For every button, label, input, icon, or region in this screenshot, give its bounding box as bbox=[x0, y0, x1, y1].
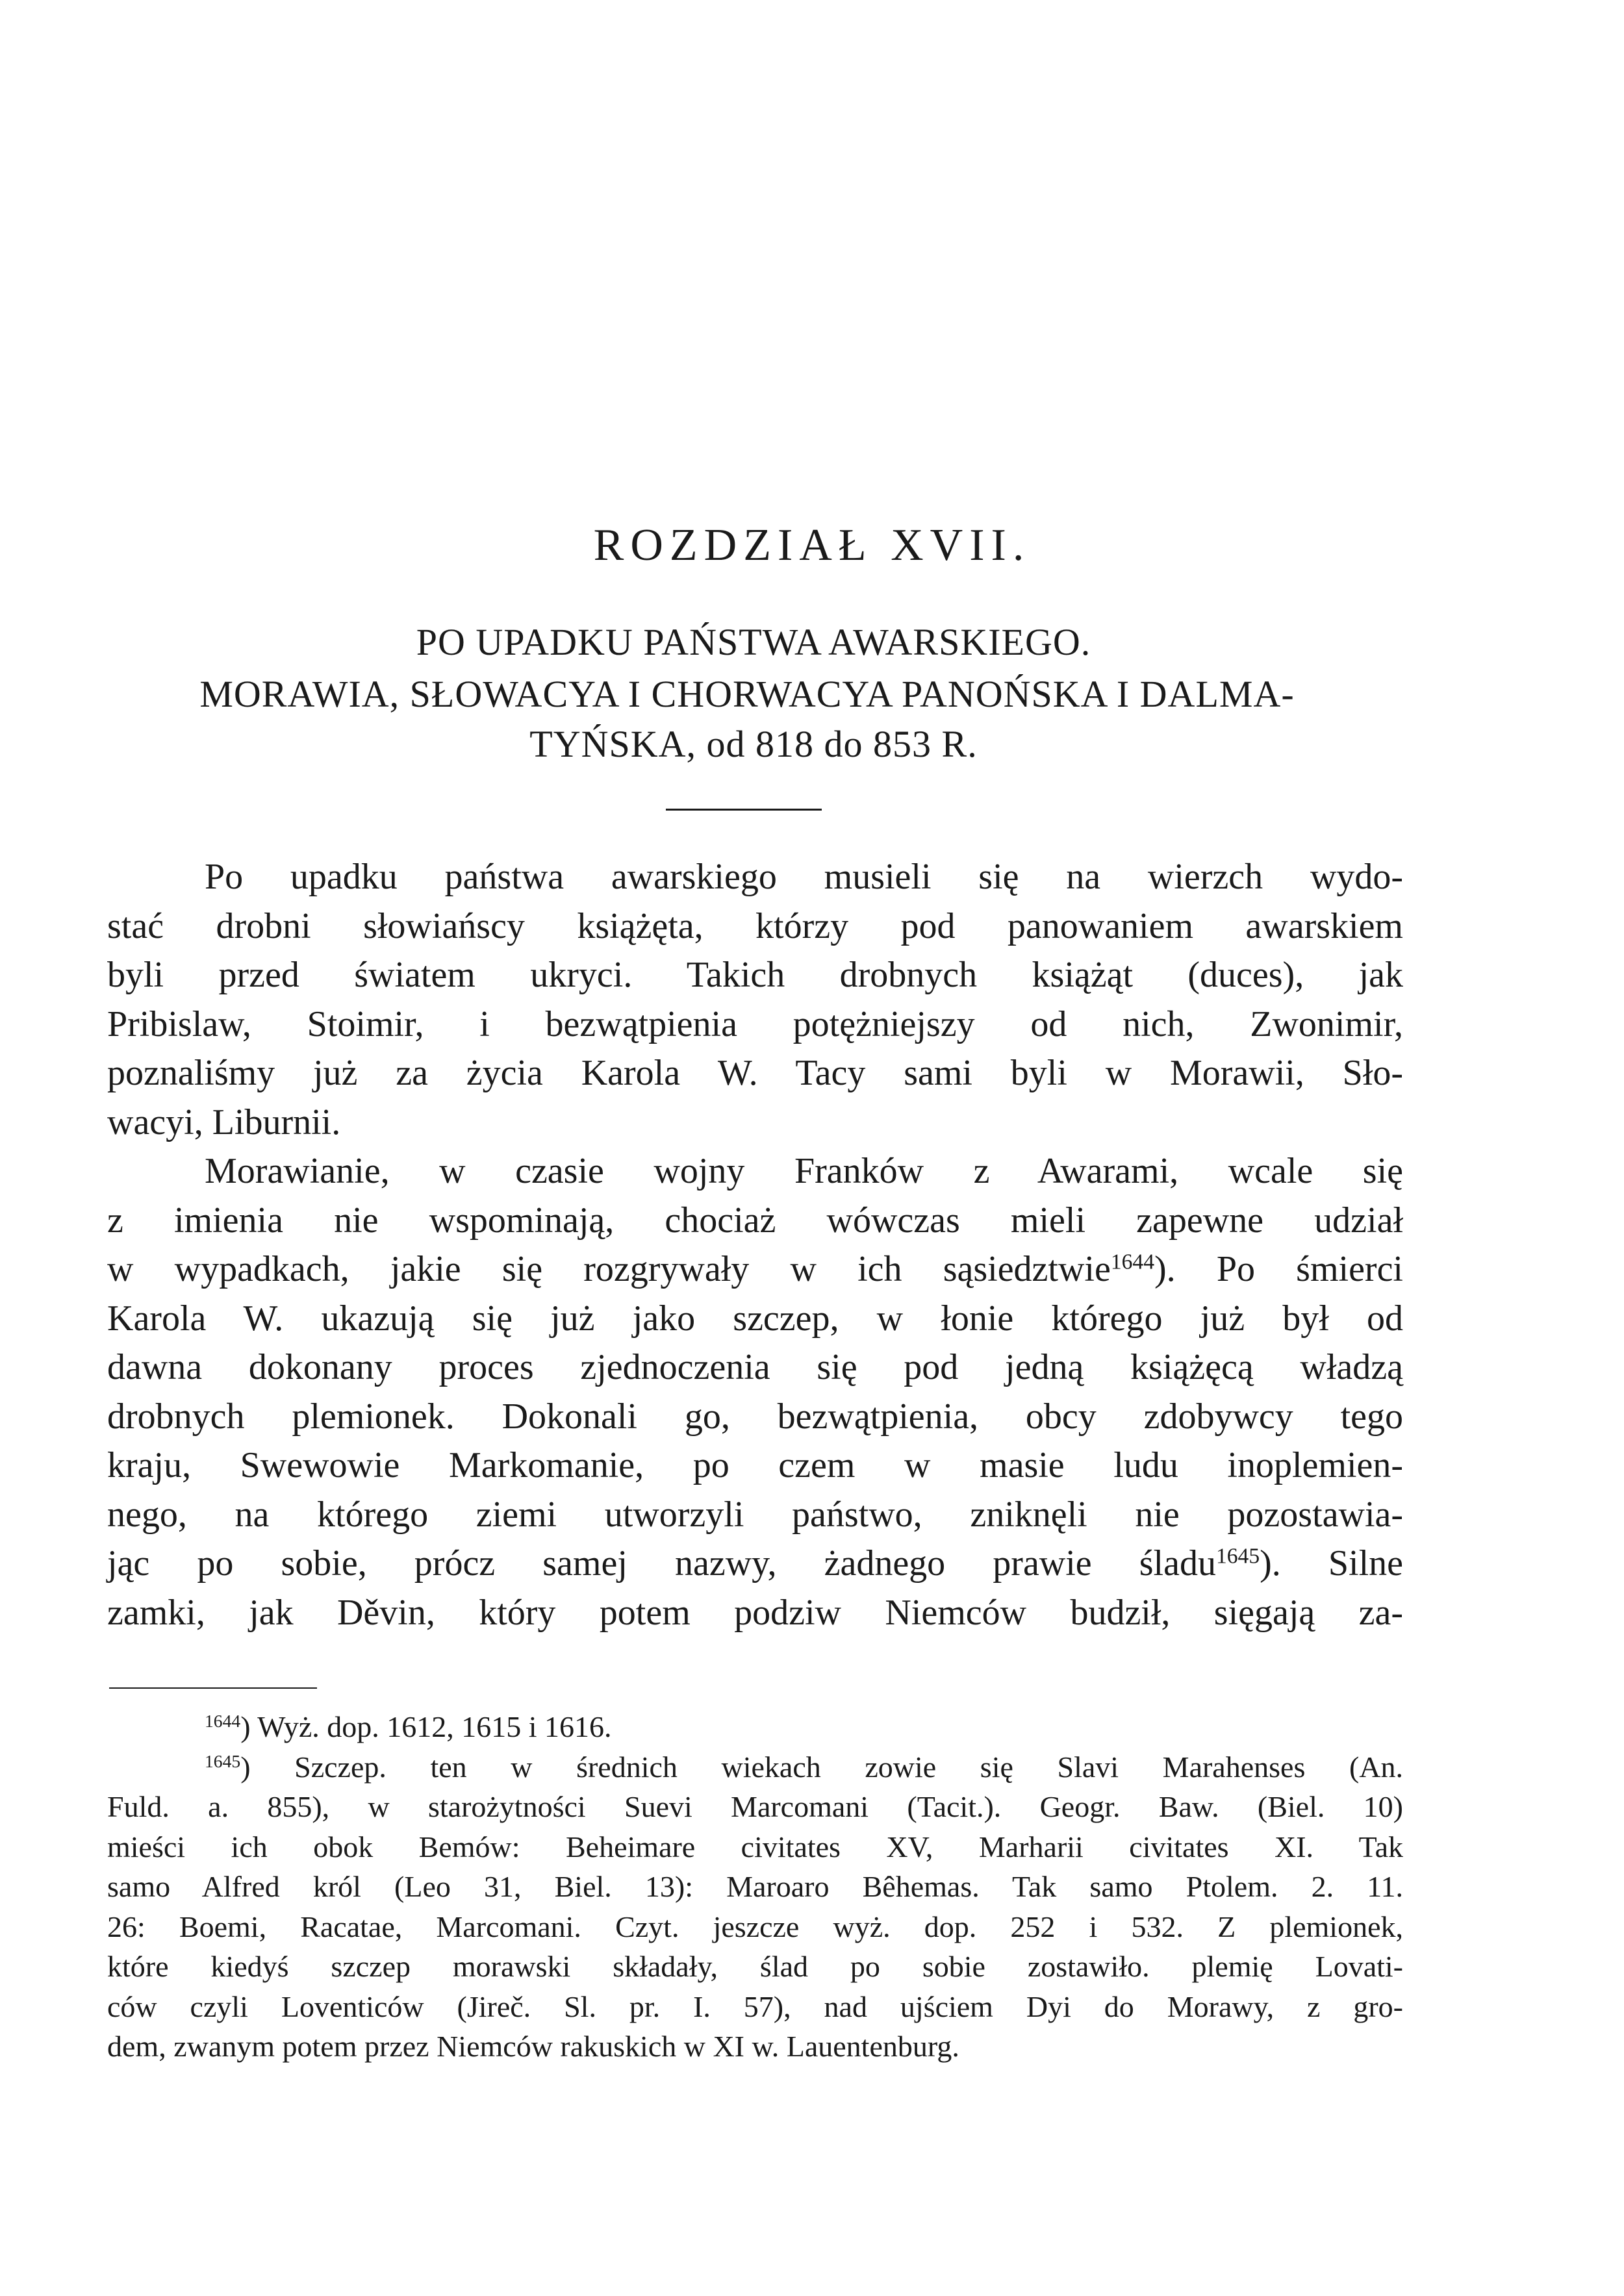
footnote-ref: 1645 bbox=[205, 1750, 241, 1771]
footnote-line: ców czyli Loventiców (Jireč. Sl. pr. I. 57), nad ujściem Dyi do Morawy, z gro- bbox=[107, 1989, 1403, 2023]
body-line: Pribislaw, Stoimir, i bezwątpienia potężniejszy od nich, Zwonimir, bbox=[107, 1003, 1403, 1044]
footnote-line: Fuld. a. 855), w starożytności Suevi Marcomani (Tacit.). Geogr. Baw. (Biel. 10) bbox=[107, 1790, 1403, 1823]
footnote-ref: 1645 bbox=[1215, 1544, 1260, 1569]
footnote-line: dem, zwanym potem przez Niemców rakuskich w XI w. Lauentenburg. bbox=[107, 2030, 959, 2063]
footnote-line: samo Alfred król (Leo 31, Biel. 13): Maroaro Bêhemas. Tak samo Ptolem. 2. 11. bbox=[107, 1870, 1403, 1903]
body-line: Morawianie, w czasie wojny Franków z Awarami, wcale się bbox=[205, 1151, 1403, 1191]
chapter-heading-line-3: TYŃSKA, od 818 do 853 R. bbox=[529, 723, 978, 765]
body-line: stać drobni słowiańscy książęta, którzy pod panowaniem awarskiem bbox=[107, 905, 1403, 946]
chapter-title: ROZDZIAŁ XVII. bbox=[593, 520, 1031, 570]
footnote-line: które kiedyś szczep morawski składały, ślad po sobie zostawiło. plemię Lovati- bbox=[107, 1950, 1403, 1983]
body-line: poznaliśmy już za życia Karola W. Tacy sami byli w Morawii, Sło- bbox=[107, 1053, 1403, 1093]
footnote-line: 26: Boemi, Racatae, Marcomani. Czyt. jeszcze wyż. dop. 252 i 532. Z plemionek, bbox=[107, 1910, 1403, 1943]
title-divider bbox=[666, 809, 822, 811]
footnote-ref: 1644 bbox=[205, 1710, 241, 1731]
body-line: nego, na którego ziemi utworzyli państwo, zniknęli nie pozostawia- bbox=[107, 1494, 1403, 1535]
footnote-line: mieści ich obok Bemów: Beheimare civitates XV, Marharii civitates XI. Tak bbox=[107, 1830, 1403, 1863]
body-line: z imienia nie wspominają, chociaż wówczas mieli zapewne udział bbox=[107, 1200, 1403, 1241]
body-line: Karola W. ukazują się już jako szczep, w łonie którego już był od bbox=[107, 1298, 1403, 1339]
body-line: byli przed światem ukryci. Takich drobnych książąt (duces), jak bbox=[107, 955, 1403, 995]
body-line: zamki, jak Děvin, który potem podziw Niemców budził, sięgają za- bbox=[107, 1592, 1403, 1633]
footnote-line: $^{1645}$) Szczep. ten w średnich wiekach zowie się Slavi Marahenses (An. bbox=[205, 1750, 1403, 1784]
footnote-line: $^{1644}$) Wyż. dop. 1612, 1615 i 1616. bbox=[205, 1710, 612, 1743]
body-line: w wypadkach, jakie się rozgrywały w ich sąsiedztwie$^{1644}$). Po śmierci bbox=[107, 1249, 1403, 1289]
footnote-divider bbox=[109, 1687, 317, 1689]
body-line: Po upadku państwa awarskiego musieli się na wierzch wydo- bbox=[205, 857, 1403, 897]
chapter-heading-line-1: PO UPADKU PAŃSTWA AWARSKIEGO. bbox=[416, 621, 1091, 663]
body-line: drobnych plemionek. Dokonali go, bezwątpienia, obcy zdobywcy tego bbox=[107, 1396, 1403, 1437]
body-line: wacyi, Liburnii. bbox=[107, 1102, 341, 1142]
body-line: kraju, Swewowie Markomanie, po czem w masie ludu inoplemien- bbox=[107, 1445, 1403, 1485]
body-line: jąc po sobie, prócz samej nazwy, żadnego prawie śladu$^{1645}$). Silne bbox=[107, 1543, 1403, 1583]
body-line: dawna dokonany proces zjednoczenia się pod jedną książęcą władzą bbox=[107, 1347, 1403, 1387]
chapter-heading-line-2: MORAWIA, SŁOWACYA I CHORWACYA PANOŃSKA I DALMA- bbox=[199, 673, 1295, 715]
footnote-ref: 1644 bbox=[1110, 1250, 1154, 1274]
